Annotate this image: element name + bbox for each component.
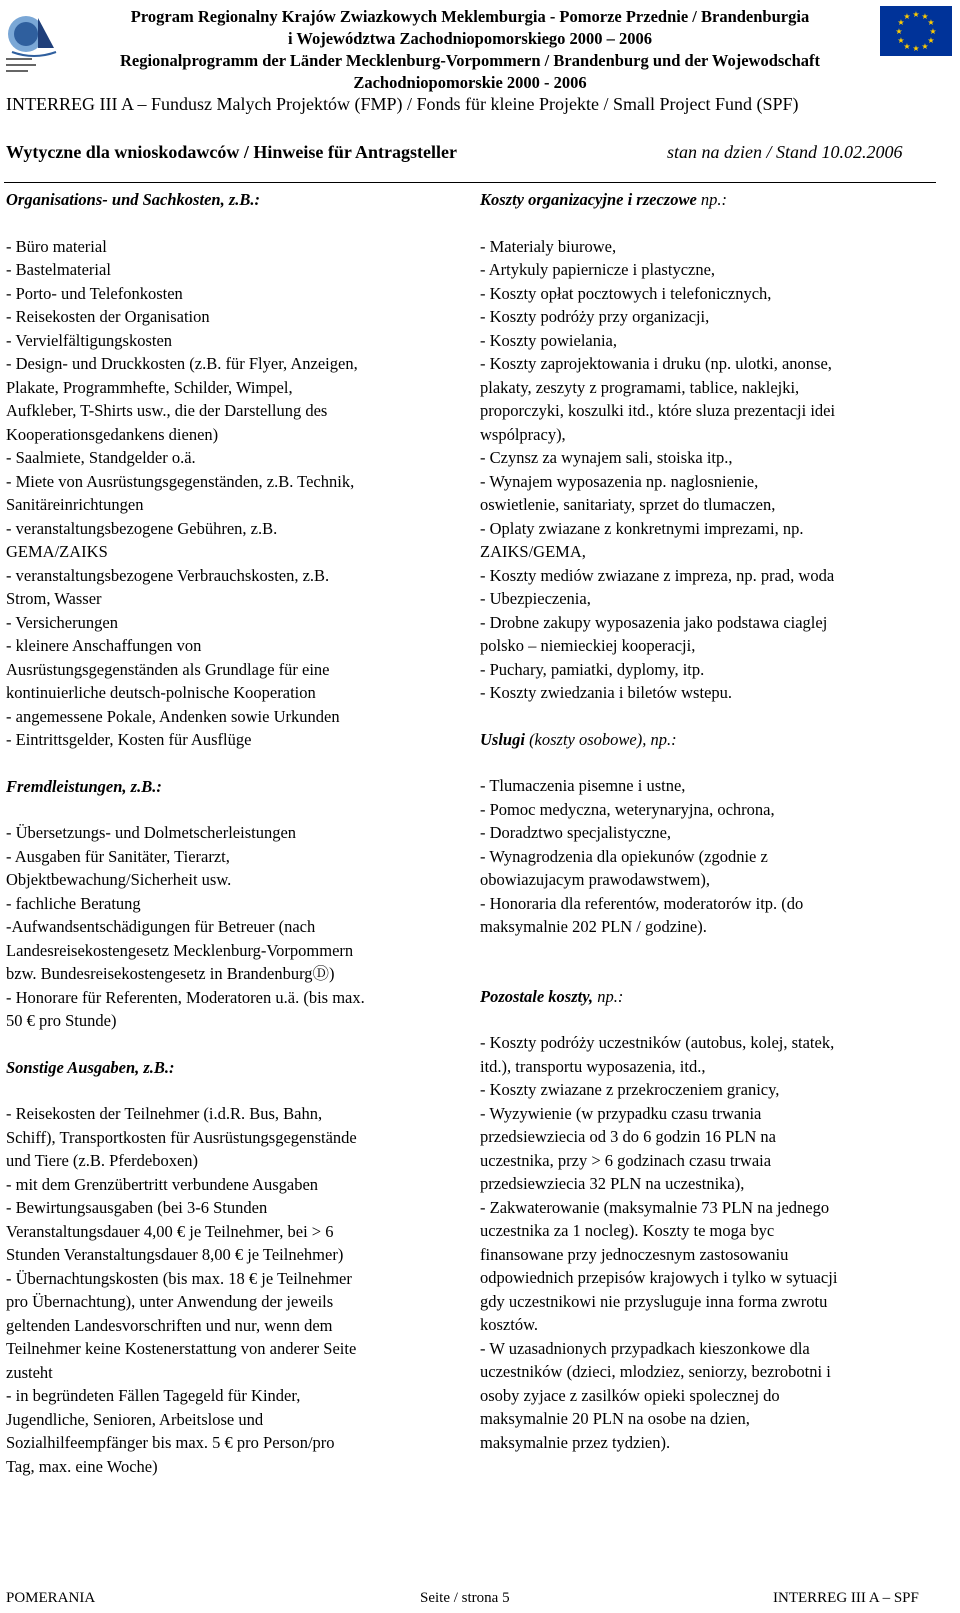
section-title-suffix: (koszty osobowe), np.: [524, 729, 677, 749]
section-title-text: Uslugi [480, 729, 525, 749]
list-item: - Eintrittsgelder, Kosten für Ausflüge [6, 730, 252, 749]
list-item: - Drobne zakupy wyposazenia jako podstawa ciaglej polsko – niemieckiej kooperacji, [480, 612, 828, 655]
section-title-suffix: np.: [593, 986, 624, 1006]
list-item: - Wynagrodzenia dla opiekunów (zgodnie z obowiazujacym prawodawstwem), [480, 846, 768, 889]
list-item: - Vervielfältigungskosten [6, 330, 173, 350]
svg-text:★: ★ [921, 42, 929, 51]
section-title-fremdleistungen: Fremdleistungen, z.B.: [6, 776, 162, 796]
list-item: - kleinere Anschaffungen von Ausrüstungsgegenständen als Grundlage für eine kontinuierliche deutsch-polnische Kooperation [6, 636, 330, 702]
header-line-4: Zachodniopomorskie 2000 - 2006 [353, 73, 587, 92]
list-item: - Übernachtungskosten (bis max. 18 € je Teilnehmer pro Übernachtung), unter Anwendung der jeweils geltenden Landesvorschriften und nur, wenn dem Teilnehmer keine Kostenerstattung von anderer Seite zusteht [6, 1268, 357, 1382]
interreg-fund-title: INTERREG III A – Fundusz Malych Projektów (FMP) / Fonds für kleine Projekte / Small Project Fund (SPF) [6, 94, 799, 114]
list-item: - in begründeten Fällen Tagegeld für Kinder, Jugendliche, Senioren, Arbeitslose und Sozialhilfeempfänger bis max. 5 € pro Person/pro Tag, max. eine Woche) [6, 1386, 335, 1476]
list-item: - Ausgaben für Sanitäter, Tierarzt, Objektbewachung/Sicherheit usw. [6, 846, 232, 889]
list-item: - Übersetzungs- und Dolmetscherleistungen [6, 823, 297, 842]
list-koszty-organizacyjne [480, 235, 945, 705]
section-title-uslugi [480, 728, 945, 752]
svg-text:★: ★ [903, 42, 911, 51]
footer-right: INTERREG III A – SPF [773, 1590, 919, 1606]
list-item: - Koszty zwiedzania i biletów wstepu. [480, 683, 733, 702]
header-line-3: Regionalprogramm der Länder Mecklenburg-Vorpommern / Brandenburg und der Wojewodschaft [119, 51, 821, 70]
svg-text:★: ★ [927, 36, 935, 45]
list-item: - Honoraria dla referentów, moderatorów itp. (do maksymalnie 202 PLN / godzine). [480, 893, 804, 936]
svg-text:★: ★ [912, 10, 920, 19]
svg-text:★: ★ [927, 18, 935, 27]
section-title-suffix: np.: [696, 190, 728, 209]
list-item: - Materialy biurowe, [480, 236, 617, 256]
german-column [6, 188, 458, 1501]
program-header [70, 6, 870, 94]
header-line-1: Program Regionalny Krajów Zwiazkowych Meklemburgia - Pomorze Przednie / Brandenburgia [130, 7, 810, 26]
list-item: - Koszty podróży przy organizacji, [480, 307, 710, 326]
section-title-sonstige-ausgaben: Sonstige Ausgaben, z.B.: [6, 1057, 175, 1077]
list-item: -Aufwandsentschädigungen für Betreuer (nach Landesreisekostengesetz Mecklenburg-Vorpommern bzw. Bundesreisekostengesetz in BrandenburgⒹ) [6, 917, 354, 983]
list-item: - Doradztwo specjalistyczne, [480, 823, 672, 842]
list-item: - fachliche Beratung [6, 893, 141, 913]
header-line-2: i Województwa Zachodniopomorskiego 2000 – 2006 [287, 29, 653, 48]
list-item: - Wyzywienie (w przypadku czasu trwania przedsiewziecia od 3 do 6 godzin 16 PLN na uczestnika, przy > 6 godzinach czasu trwaia przedsiewziecia 32 PLN na uczestnika), [480, 1103, 777, 1193]
list-item: - mit dem Grenzübertritt verbundene Ausgaben [6, 1174, 319, 1194]
list-item: - Wynajem wyposazenia np. naglosnienie, oswietlenie, sanitariaty, sprzet do tlumaczen, [480, 471, 776, 514]
list-organisationskosten [6, 235, 458, 752]
list-sonstige-ausgaben [6, 1102, 458, 1478]
list-item: - Versicherungen [6, 612, 118, 632]
list-item: - Koszty mediów zwiazane z impreza, np. prad, woda [480, 565, 835, 585]
list-item: - Reisekosten der Organisation [6, 307, 210, 326]
list-item: - Bastelmaterial [6, 260, 111, 279]
list-fremdleistungen [6, 821, 458, 1033]
svg-text:★: ★ [903, 12, 911, 21]
footer-page-number: Seite / strona 5 [420, 1590, 510, 1606]
svg-text:★: ★ [897, 36, 905, 45]
section-title-pozostale-koszty [480, 985, 945, 1009]
list-item: - Reisekosten der Teilnehmer (i.d.R. Bus, Bahn, Schiff), Transportkosten für Ausrüstungsgegenstände und Tiere (z.B. Pferdeboxen) [6, 1104, 357, 1170]
footer-left: POMERANIA [6, 1590, 96, 1606]
list-item: - Büro material [6, 236, 107, 256]
guidelines-title: Wytyczne dla wnioskodawców / Hinweise für Antragsteller [6, 142, 457, 162]
spacer [480, 962, 945, 985]
header-divider [4, 182, 936, 183]
list-item: - Koszty opłat pocztowych i telefonicznych, [480, 283, 772, 303]
list-item: - Zakwaterowanie (maksymalnie 73 PLN na jednego uczestnika za 1 nocleg). Koszty te moga byc finansowane przy jednoczesnym zastosowaniu odpowiednich przepisów krajowych i tylko w sytuacji gdy uczestnikowi nie przysluguje inna forma zwrotu kosztów. [480, 1197, 838, 1334]
section-title-text: Koszty organizacyjne i rzeczowe [480, 190, 697, 209]
euroregion-pomerania-logo [4, 4, 68, 76]
list-item: - Porto- und Telefonkosten [6, 283, 183, 303]
list-item: - Pomoc medyczna, weterynaryjna, ochrona, [480, 799, 775, 819]
list-uslugi [480, 774, 945, 939]
list-item: - Saalmiete, Standgelder o.ä. [6, 448, 196, 467]
svg-text:★: ★ [929, 27, 937, 36]
section-title-organisationskosten: Organisations- und Sachkosten, z.B.: [6, 190, 260, 209]
list-item: - Koszty powielania, [480, 330, 618, 350]
list-item: - Honorare für Referenten, Moderatoren u.ä. (bis max. 50 € pro Stunde) [6, 987, 365, 1030]
document-date: stan na dzien / Stand 10.02.2006 [667, 142, 903, 162]
list-item: - Puchary, pamiatki, dyplomy, itp. [480, 659, 705, 679]
list-item: - Ubezpieczenia, [480, 589, 591, 608]
svg-text:★: ★ [897, 18, 905, 27]
section-title-text: Pozostale koszty, [480, 986, 594, 1006]
list-item: - Design- und Druckkosten (z.B. für Flyer, Anzeigen, Plakate, Programmhefte, Schilder, Wimpel, Aufkleber, T-Shirts usw., die der Darstellung des Kooperationsgedankens dienen) [6, 354, 358, 444]
svg-text:★: ★ [895, 27, 903, 36]
list-item: - Oplaty zwiazane z konkretnymi imprezami, np. ZAIKS/GEMA, [480, 518, 804, 561]
polish-column [480, 188, 945, 1477]
list-item: - Czynsz za wynajem sali, stoiska itp., [480, 448, 733, 467]
svg-text:★: ★ [912, 44, 920, 53]
list-item: - veranstaltungsbezogene Verbrauchskosten, z.B. Strom, Wasser [6, 565, 330, 608]
eu-flag [880, 6, 952, 56]
list-item: - angemessene Pokale, Andenken sowie Urkunden [6, 706, 340, 726]
list-item: - veranstaltungsbezogene Gebühren, z.B. GEMA/ZAIKS [6, 518, 278, 561]
list-item: - W uzasadnionych przypadkach kieszonkowe dla uczestników (dzieci, mlodziez, seniorzy, bezrobotni i osoby zyjace z zasilków opieki spolecznej do maksymalnie 20 PLN na osobe na dzien, maksymalnie przez tydzien). [480, 1338, 831, 1452]
section-title-koszty-organizacyjne [480, 188, 945, 212]
list-item: - Miete von Ausrüstungsgegenständen, z.B. Technik, Sanitäreinrichtungen [6, 471, 355, 514]
list-item: - Koszty zwiazane z przekroczeniem granicy, [480, 1080, 780, 1099]
list-item: - Koszty zaprojektowania i druku (np. ulotki, anonse, plakaty, zeszyty z programami, tablice, naklejki, proporczyki, koszulki itd., które sluza prezentacji idei wspólpracy), [480, 354, 836, 444]
list-item: - Bewirtungsausgaben (bei 3-6 Stunden Veranstaltungsdauer 4,00 € je Teilnehmer, bei > 6 Stunden Veranstaltungsdauer 8,00 € je Teilnehmer) [6, 1198, 344, 1264]
list-pozostale-koszty [480, 1031, 945, 1454]
list-item: - Koszty podróży uczestników (autobus, kolej, statek, itd.), transportu wyposazenia, itd., [480, 1033, 835, 1076]
list-item: - Artykuly papiernicze i plastyczne, [480, 260, 716, 279]
list-item: - Tlumaczenia pisemne i ustne, [480, 776, 686, 795]
svg-text:★: ★ [921, 12, 929, 21]
